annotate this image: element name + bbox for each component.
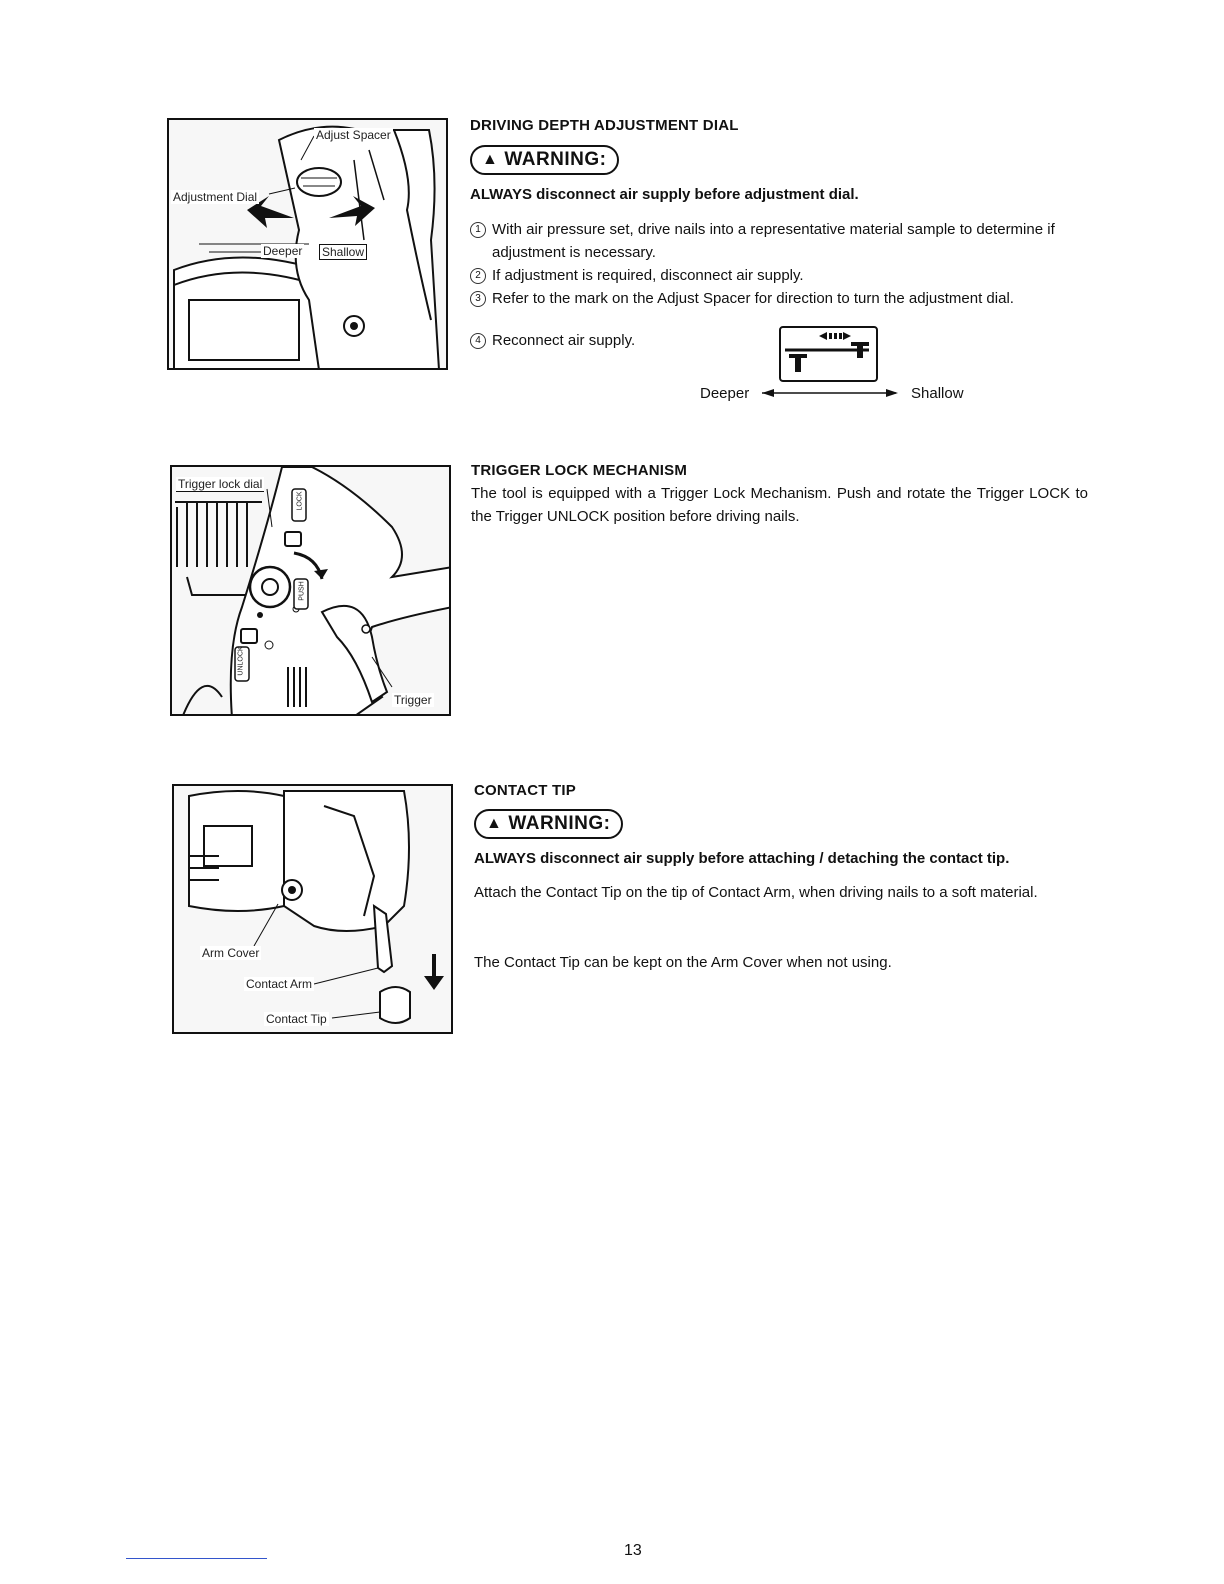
warning-label: WARNING: — [504, 149, 607, 170]
step-number: 4 — [470, 333, 486, 349]
label-unlock: UNLOCK — [237, 646, 245, 676]
warning-text-2: ALWAYS disconnect air supply before attaching / detaching the contact tip. — [474, 850, 1010, 867]
figure-trigger-lock — [170, 465, 451, 716]
step-text: Reconnect air supply. — [492, 332, 636, 349]
label-push: PUSH — [298, 581, 306, 601]
step-4 — [470, 329, 635, 352]
step-number: 3 — [470, 291, 486, 307]
warning-label: WARNING: — [508, 813, 611, 834]
heading-depth-adjustment: DRIVING DEPTH ADJUSTMENT DIAL — [470, 117, 739, 134]
label-contact-tip: Contact Tip — [266, 1012, 327, 1026]
label-trigger-lock-dial: Trigger lock dial — [178, 477, 263, 491]
steps-list — [470, 218, 1090, 310]
step-text: Refer to the mark on the Adjust Spacer for direction to turn the adjustment dial. — [492, 290, 1014, 307]
scale-shallow: Shallow — [911, 385, 964, 402]
step-3 — [470, 287, 1090, 310]
warning-triangle-icon: ▲ — [482, 151, 499, 168]
label-deeper: Deeper — [263, 244, 303, 258]
step-text: If adjustment is required, disconnect air supply. — [492, 267, 804, 284]
depth-symbol — [779, 326, 878, 382]
page-number: 13 — [624, 1542, 642, 1559]
label-arm-cover: Arm Cover — [202, 946, 260, 960]
warning-badge-1 — [470, 145, 619, 175]
step-1 — [470, 218, 1090, 264]
figure-depth-adjustment — [167, 118, 448, 370]
warning-badge-2 — [474, 809, 623, 839]
step-2 — [470, 264, 1090, 287]
label-adjust-spacer: Adjust Spacer — [316, 128, 391, 142]
contact-tip-illustration — [174, 786, 453, 1034]
scale-deeper: Deeper — [700, 385, 750, 402]
contact-tip-text-1: Attach the Contact Tip on the tip of Contact Arm, when driving nails to a soft material. — [474, 884, 1038, 901]
trigger-lock-illustration — [172, 467, 451, 716]
label-adjustment-dial: Adjustment Dial — [173, 190, 258, 204]
warning-text-1: ALWAYS disconnect air supply before adjustment dial. — [470, 186, 859, 203]
figure-contact-tip — [172, 784, 453, 1034]
depth-adjustment-illustration — [169, 120, 448, 370]
contact-tip-text-2: The Contact Tip can be kept on the Arm Cover when not using. — [474, 954, 892, 971]
label-lock: LOCK — [296, 491, 304, 511]
step-number: 2 — [470, 268, 486, 284]
warning-triangle-icon: ▲ — [486, 815, 503, 832]
heading-contact-tip: CONTACT TIP — [474, 782, 576, 799]
footer-rule — [126, 1558, 267, 1559]
depth-symbol-icon — [781, 328, 876, 380]
trigger-lock-text: The tool is equipped with a Trigger Lock Mechanism. Push and rotate the Trigger LOCK to the Trigger UNLOCK position before driving nails. — [471, 485, 1088, 525]
label-shallow: Shallow — [319, 244, 367, 260]
step-text: With air pressure set, drive nails into a representative material sample to determine if adjustment is necessary. — [492, 221, 1055, 261]
label-contact-arm: Contact Arm — [246, 977, 313, 991]
label-trigger: Trigger — [394, 693, 432, 707]
depth-arrow-icon — [760, 386, 900, 400]
heading-trigger-lock: TRIGGER LOCK MECHANISM — [471, 462, 688, 479]
step-number: 1 — [470, 222, 486, 238]
